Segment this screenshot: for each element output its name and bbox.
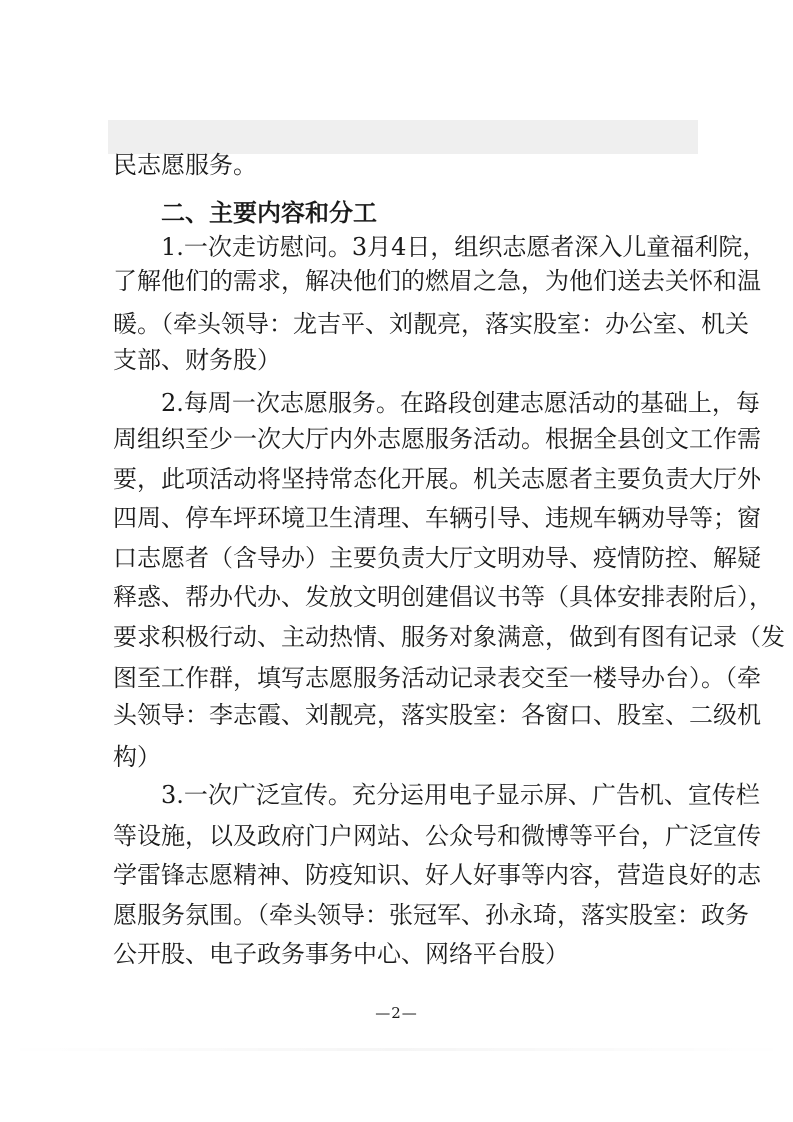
paragraph-3-line-4: 愿服务氛围。（牵头领导：张冠军、孙永琦，落实股室：政务 — [113, 901, 749, 929]
paragraph-2-line-8: 图至工作群，填写志愿服务活动记录表交至一楼导办台）。（牵 — [113, 664, 761, 692]
paragraph-2-line-9: 头领导：李志霞、刘靓亮，落实股室：各窗口、股室、二级机 — [113, 701, 761, 729]
scan-artifact — [0, 1048, 793, 1051]
paragraph-1-line-1: 1.一次走访慰问。3月4日，组织志愿者深入儿童福利院， — [161, 233, 767, 261]
paragraph-3-line-3: 学雷锋志愿精神、防疫知识、好人好事等内容，营造良好的志 — [113, 861, 761, 889]
paragraph-3-line-2: 等设施，以及政府门户网站、公众号和微博等平台，广泛宣传 — [113, 822, 761, 850]
paragraph-1-line-4: 支部、财务股） — [113, 346, 281, 374]
paragraph-2-line-5: 口志愿者（含导办）主要负责大厅文明劝导、疫情防控、解疑 — [113, 544, 761, 572]
paragraph-2-line-3: 要，此项活动将坚持常态化开展。机关志愿者主要负责大厅外 — [113, 465, 761, 493]
paragraph-2-line-7: 要求积极行动、主动热情、服务对象满意，做到有图有记录（发 — [113, 623, 785, 651]
paragraph-2-line-4: 四周、停车坪环境卫生清理、车辆引导、违规车辆劝导等；窗 — [113, 504, 761, 532]
paragraph-2-line-6: 释惑、帮办代办、发放文明创建倡议书等（具体安排表附后）， — [113, 583, 773, 611]
paragraph-3-line-1: 3.一次广泛宣传。充分运用电子显示屏、广告机、宣传栏 — [161, 781, 760, 809]
paragraph-3-line-5: 公开股、电子政务事务中心、网络平台股） — [113, 940, 569, 968]
paragraph-1-line-2: 了解他们的需求，解决他们的燃眉之急，为他们送去关怀和温 — [113, 267, 761, 295]
paragraph-1-line-3: 暖。（牵头领导：龙吉平、刘靓亮，落实股室：办公室、机关 — [113, 310, 749, 338]
paragraph-2-line-2: 周组织至少一次大厅内外志愿服务活动。根据全县创文工作需 — [113, 425, 761, 453]
page-number: —2— — [375, 1004, 418, 1022]
section-heading: 二、主要内容和分工 — [161, 199, 377, 227]
paragraph-2-line-1: 2.每周一次志愿服务。在路段创建志愿活动的基础上，每 — [161, 389, 760, 417]
text-line: 民志愿服务。 — [113, 151, 257, 179]
paragraph-2-line-10: 构） — [113, 743, 161, 771]
